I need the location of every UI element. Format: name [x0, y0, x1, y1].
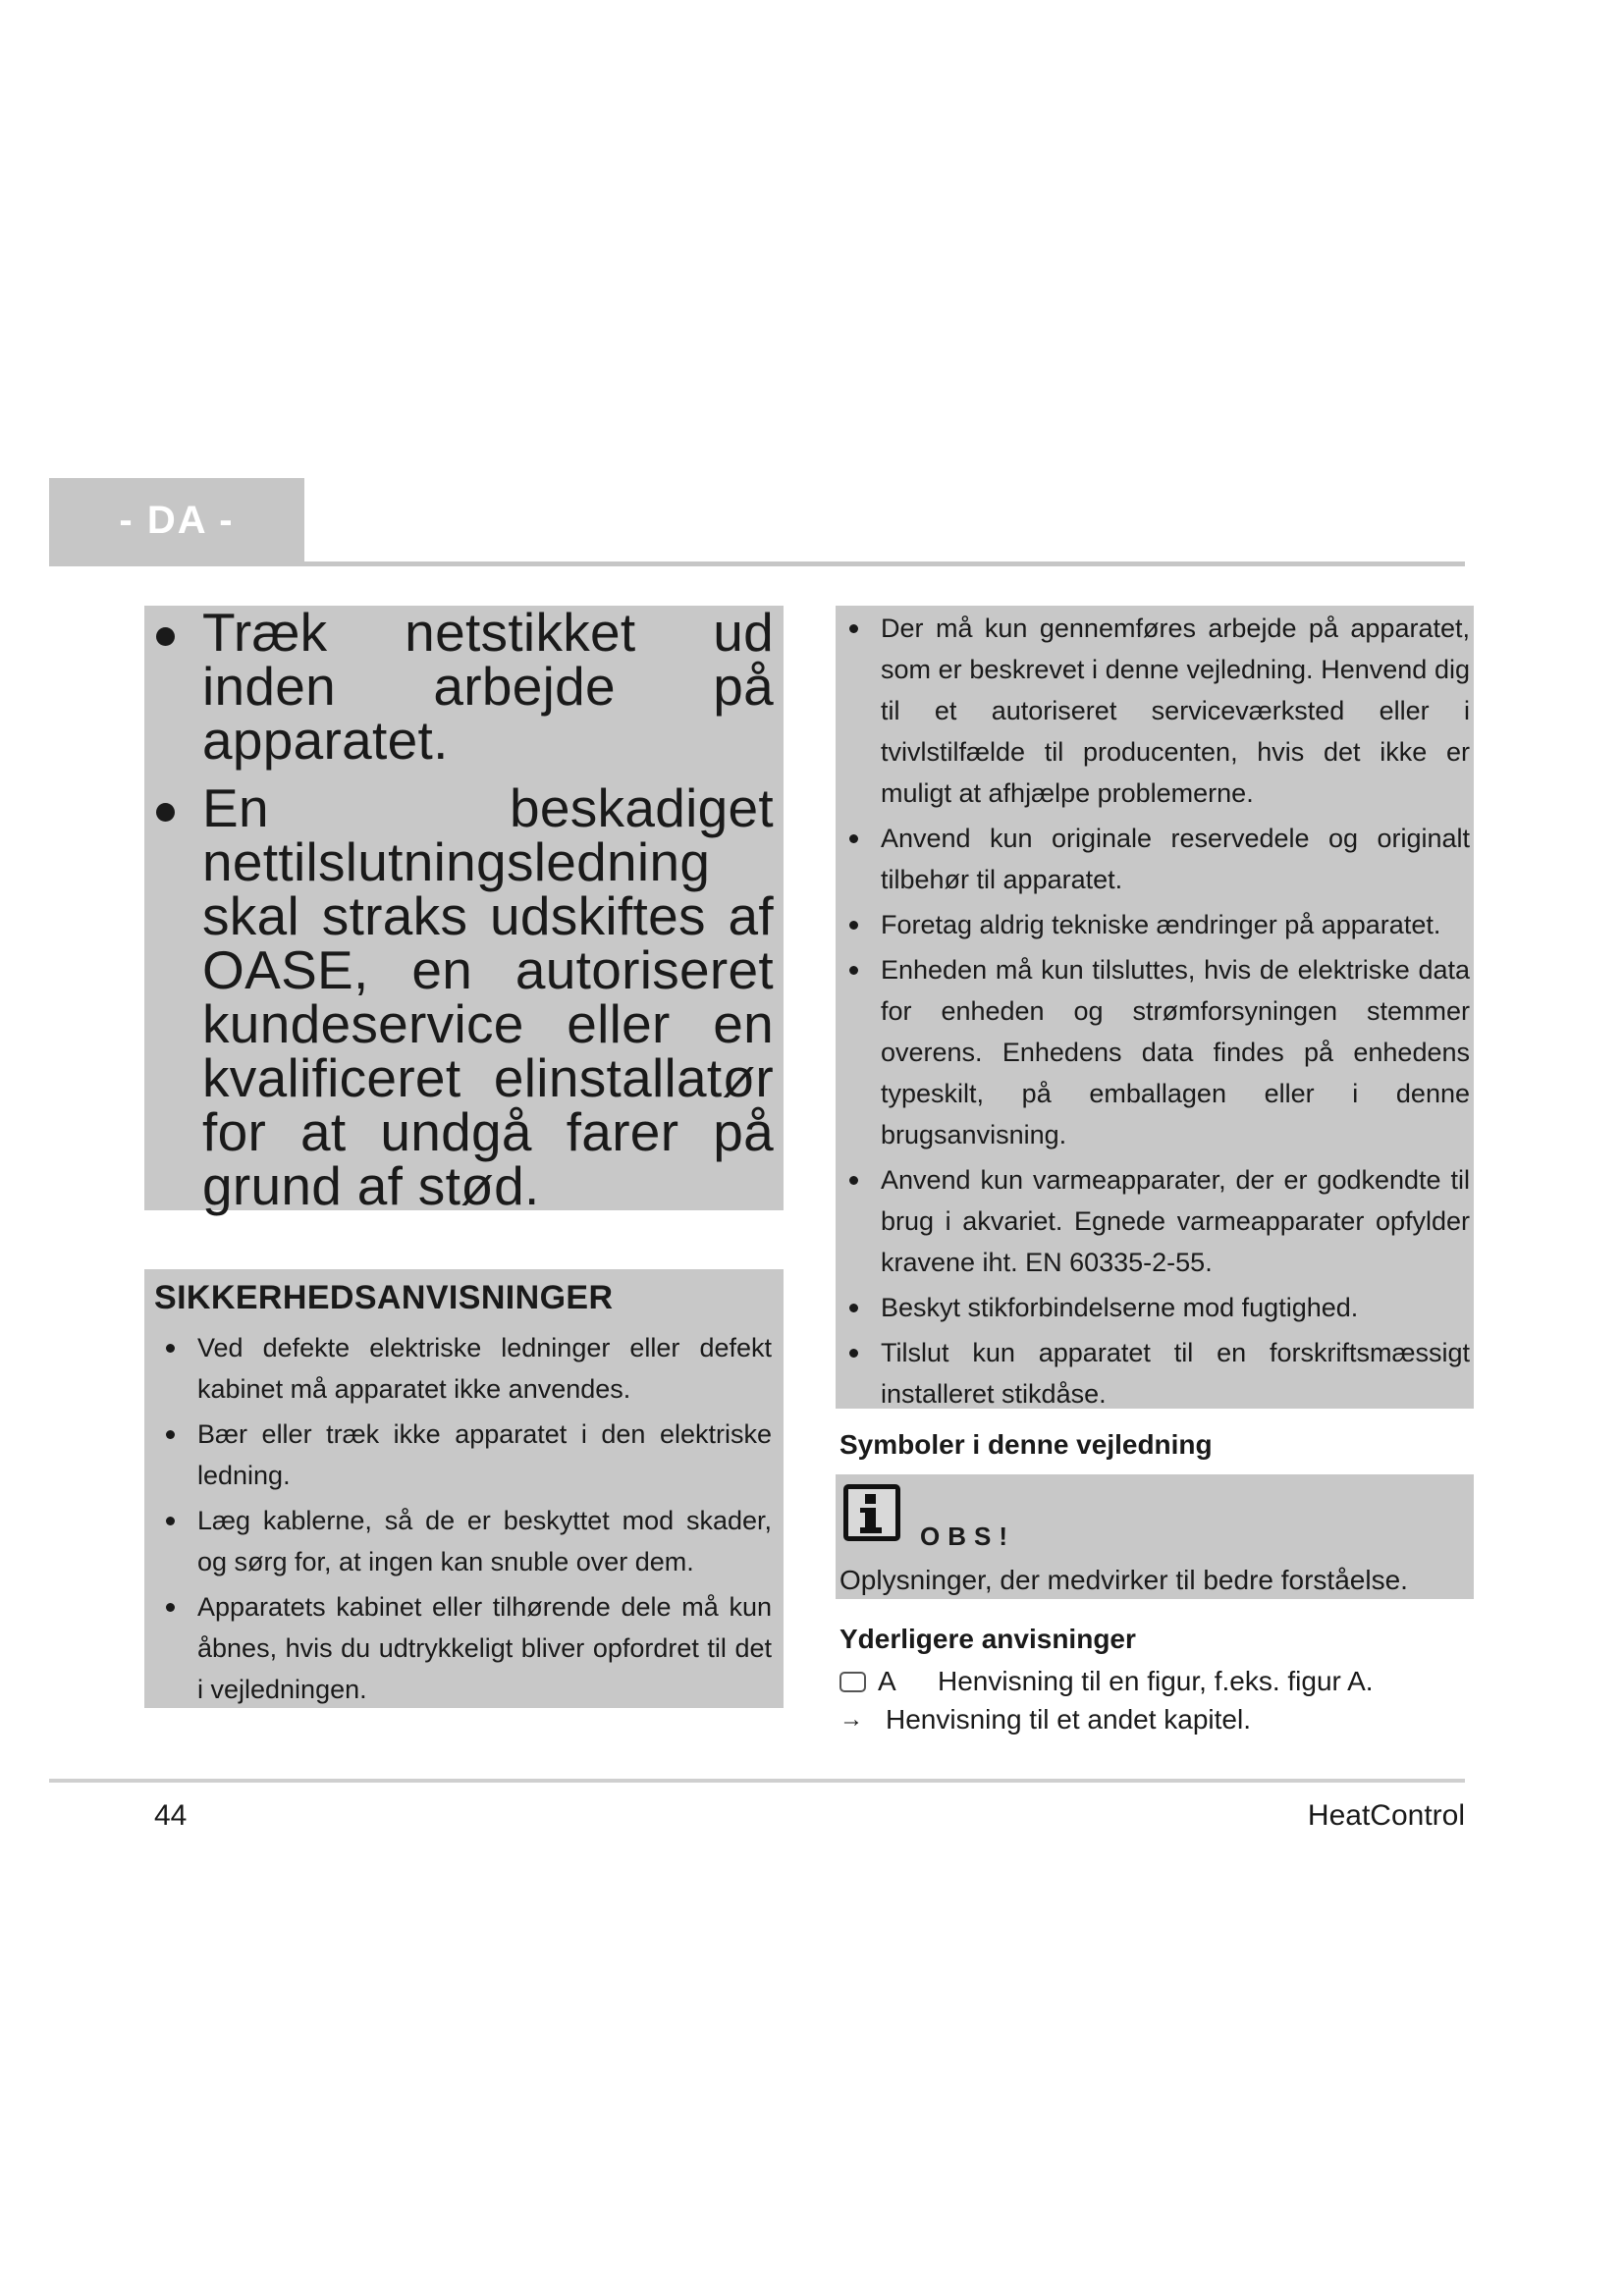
warning-item — [156, 602, 774, 771]
safety-item-text: Beskyt stikforbindelserne mod fugtighed. — [881, 1293, 1359, 1322]
warning-item-text: En beskadiget nettilslutningsledning skal straks udskiftes af OASE, en autoriseret kundeservice eller en kvalificeret elinstallatør for at undgå farer på grund af stød. — [202, 777, 774, 1216]
safety-item — [154, 1500, 772, 1582]
safety-item — [154, 1586, 772, 1710]
safety-item — [838, 608, 1470, 814]
bullet-icon — [166, 1430, 175, 1439]
safety-item-text: Enheden må kun tilsluttes, hvis de elektriske data for enheden og strømforsyningen stemmer overens. Enhedens data findes på enhedens typeskilt, på emballagen eller i denne brugsanvisning. — [881, 955, 1470, 1149]
safety-item-text: Foretag aldrig tekniske ændringer på apparatet. — [881, 910, 1441, 939]
bullet-icon — [849, 921, 858, 930]
bullet-icon — [849, 966, 858, 975]
safety-item-text: Anvend kun varmeapparater, der er godkendte til brug i akvariet. Egnede varmeapparater opfylder kravene iht. EN 60335-2-55. — [881, 1165, 1470, 1277]
obs-note-box — [836, 1474, 1474, 1599]
warning-item — [156, 777, 774, 1216]
bullet-icon — [166, 1517, 175, 1525]
bullet-icon — [849, 624, 858, 633]
info-icon — [843, 1484, 900, 1541]
bullet-icon — [166, 1344, 175, 1353]
safety-instructions-box — [144, 1269, 784, 1708]
bullet-icon — [849, 834, 858, 843]
bullet-icon — [156, 803, 175, 822]
footer-divider — [49, 1779, 1465, 1783]
figure-reference-letter: A — [878, 1666, 896, 1696]
figure-reference-row — [839, 1666, 1374, 1697]
obs-text: Oplysninger, der medvirker til bedre forståelse. — [839, 1565, 1408, 1595]
bullet-icon — [849, 1176, 858, 1185]
safety-item — [154, 1327, 772, 1410]
safety-item — [838, 1287, 1470, 1328]
chapter-reference-row — [839, 1704, 1251, 1735]
further-instructions-heading: Yderligere anvisninger — [839, 1624, 1136, 1654]
safety-item — [838, 818, 1470, 900]
safety-item — [838, 949, 1470, 1155]
chapter-reference-text: Henvisning til et andet kapitel. — [886, 1704, 1251, 1735]
safety-item-text: Ved defekte elektriske ledninger eller defekt kabinet må apparatet ikke anvendes. — [197, 1333, 772, 1404]
obs-label: OBS! — [920, 1522, 1015, 1551]
safety-item — [838, 904, 1470, 945]
bullet-icon — [849, 1304, 858, 1312]
safety-item-text: Apparatets kabinet eller tilhørende dele må kun åbnes, hvis du udtrykkeligt bliver opfordret til det i vejledningen. — [197, 1592, 772, 1704]
safety-item-text: Anvend kun originale reservedele og originalt tilbehør til apparatet. — [881, 824, 1470, 894]
bullet-icon — [849, 1349, 858, 1358]
figure-reference-icon — [839, 1672, 866, 1692]
safety-item — [838, 1332, 1470, 1415]
mains-warning-box — [144, 602, 784, 1216]
arrow-right-icon: → — [839, 1706, 863, 1733]
warning-item-text: Træk netstikket ud inden arbejde på apparatet. — [202, 602, 774, 771]
safety-heading: SIKKERHEDSANVISNINGER — [154, 1279, 614, 1316]
safety-item — [154, 1414, 772, 1496]
symbols-heading: Symboler i denne vejledning — [839, 1429, 1213, 1460]
page-number: 44 — [154, 1799, 188, 1832]
safety-continued-box — [836, 606, 1474, 1409]
header-divider — [49, 561, 1465, 566]
safety-item-text: Der må kun gennemføres arbejde på apparatet, som er beskrevet i denne vejledning. Henvend dig til et autoriseret serviceværksted eller i tvivlstilfælde til producenten, hvis det ikke er muligt at afhjælpe problemerne. — [881, 614, 1470, 808]
safety-item-text: Bær eller træk ikke apparatet i den elektriske ledning. — [197, 1419, 772, 1490]
bullet-icon — [166, 1603, 175, 1612]
language-tab: - DA - — [49, 478, 304, 562]
figure-reference-text: Henvisning til en figur, f.eks. figur A. — [938, 1666, 1374, 1696]
safety-item-text: Læg kablerne, så de er beskyttet mod skader, og sørg for, at ingen kan snuble over dem. — [197, 1506, 772, 1576]
safety-item — [838, 1159, 1470, 1283]
safety-item-text: Tilslut kun apparatet til en forskriftsmæssigt installeret stikdåse. — [881, 1338, 1470, 1409]
bullet-icon — [156, 627, 175, 646]
product-name: HeatControl — [1307, 1799, 1465, 1832]
